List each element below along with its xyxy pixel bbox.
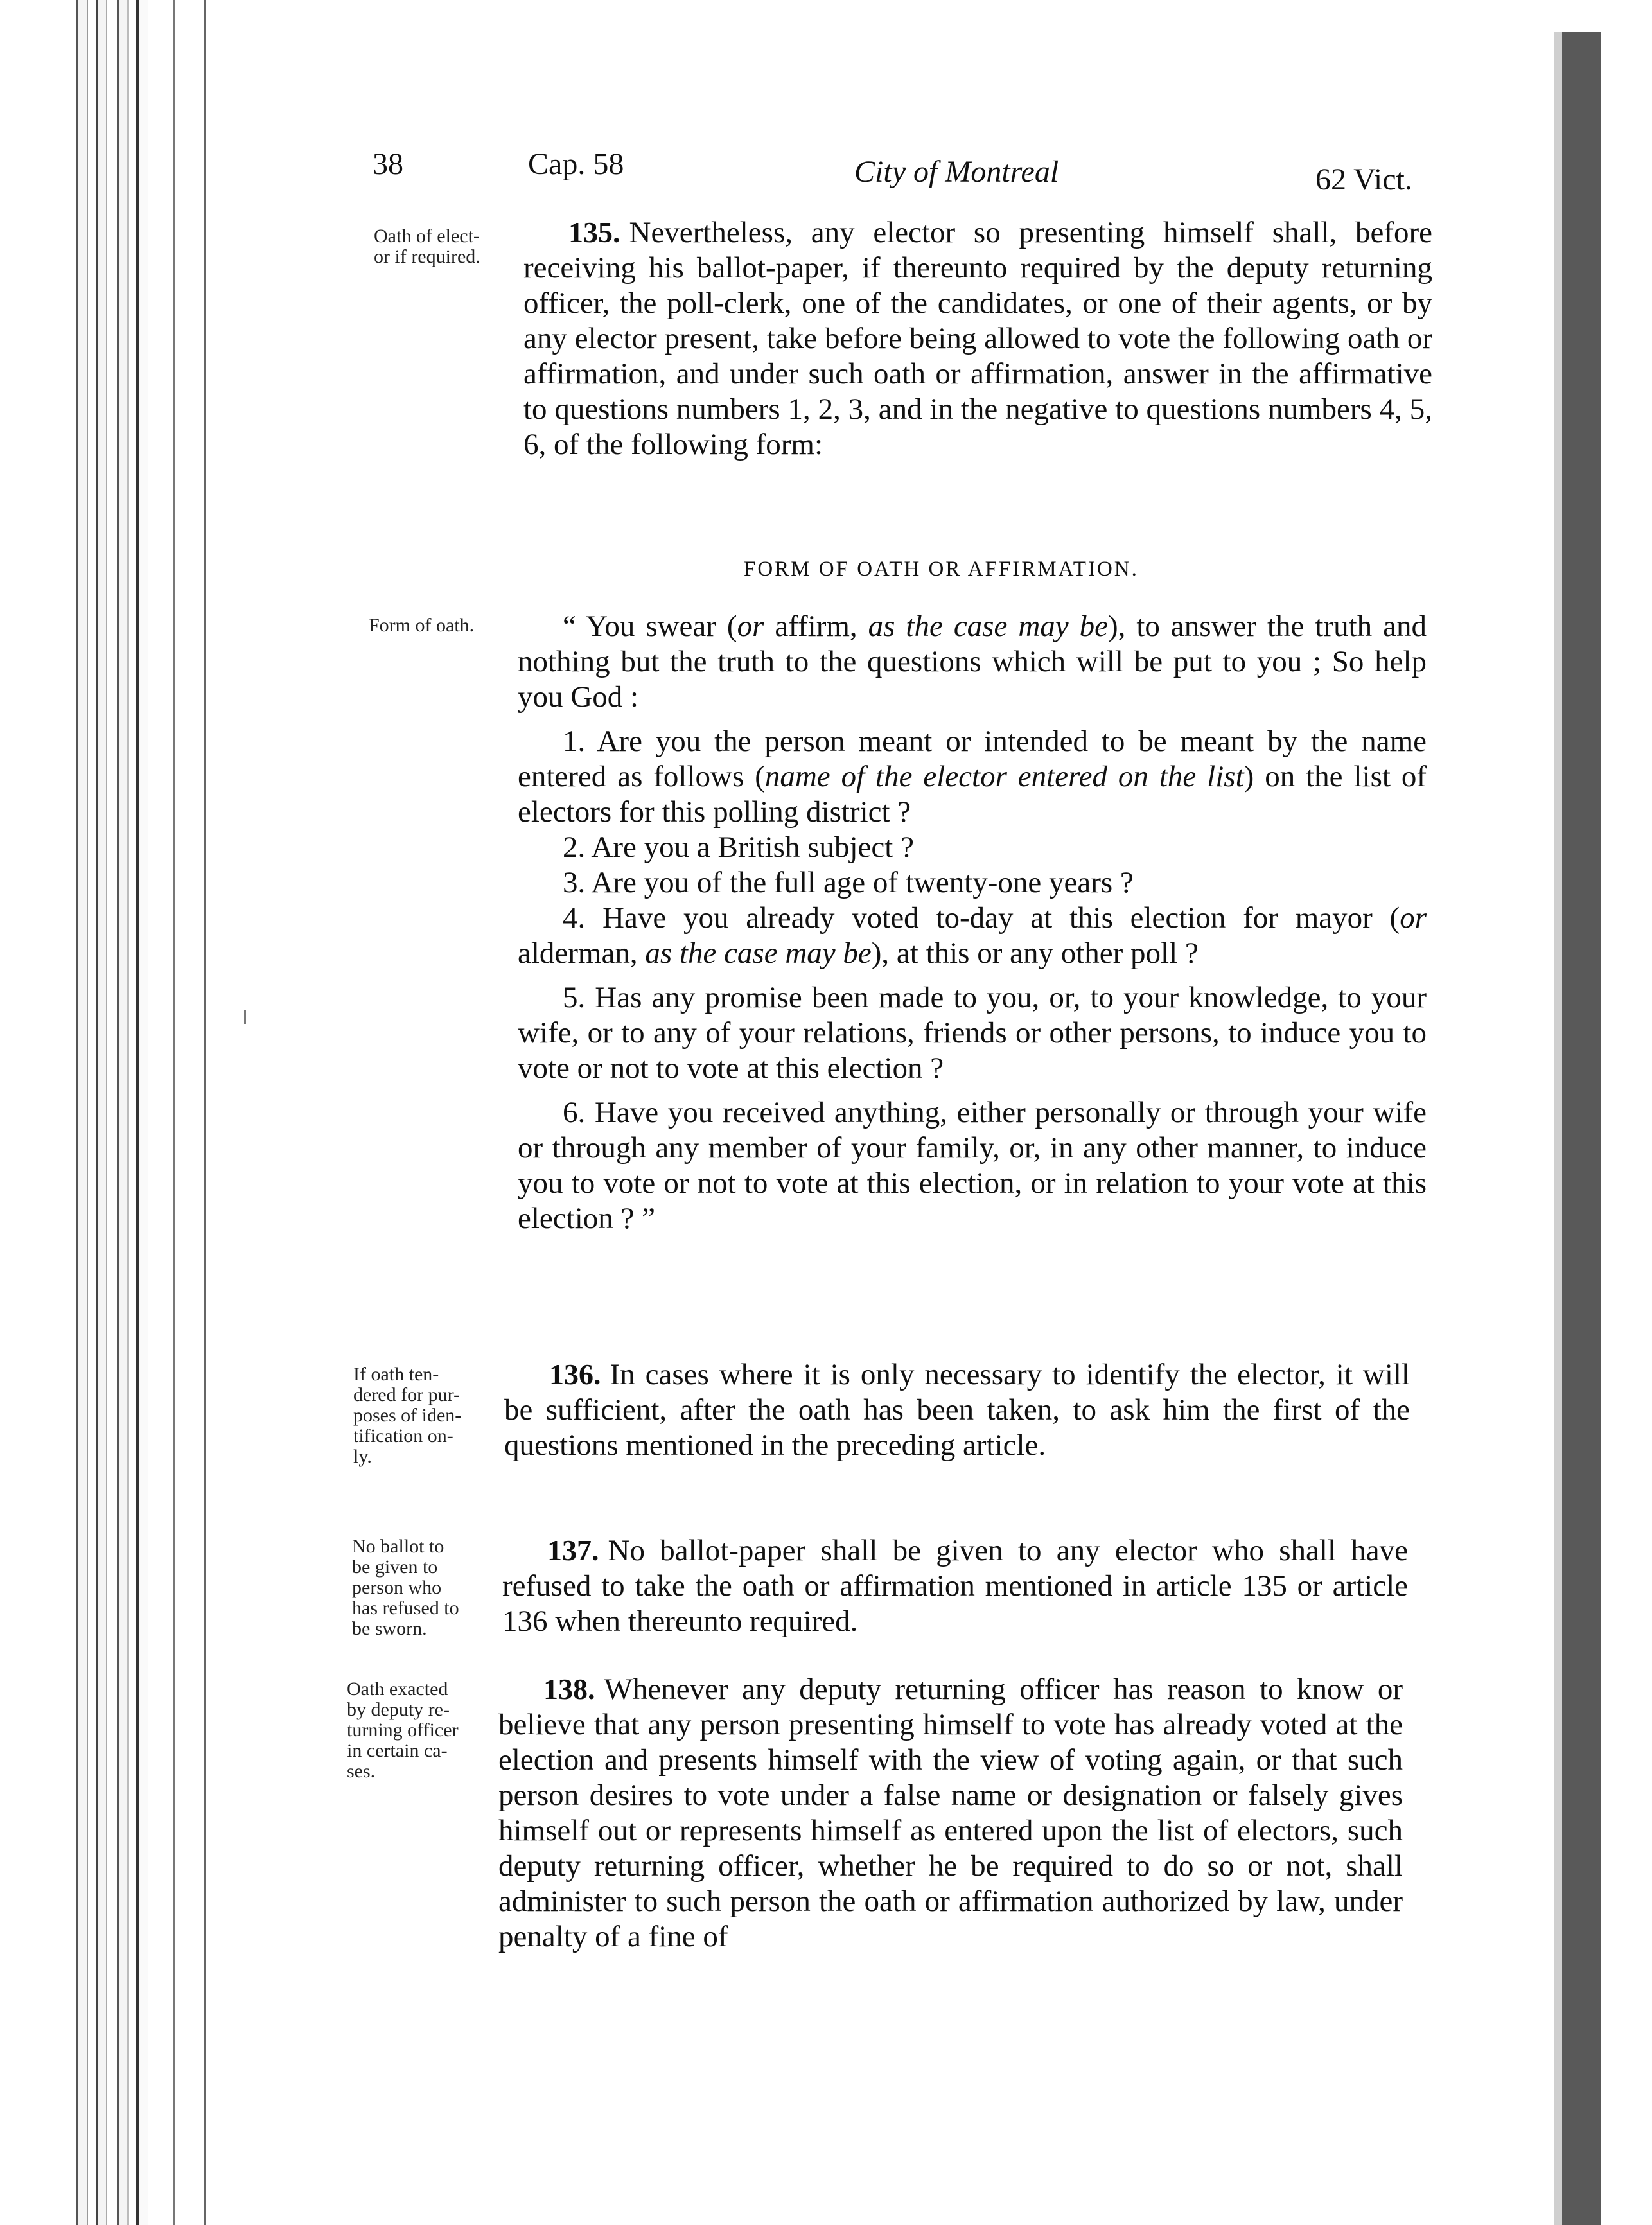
section-number: 135. [568, 216, 620, 249]
margin-note-no-ballot: No ballot to be given to person who has refused to be sworn. [352, 1536, 459, 1639]
text: affirm, [764, 610, 868, 643]
page-edge [96, 0, 107, 2225]
page-edge [136, 0, 148, 2225]
section-137 [502, 1533, 1408, 1639]
question-6: 6. Have you received anything, either personally or through your wife or through any member of your family, or, in any other manner, to induce you to vote or not to vote at this election, or in relation to your vote at this election ? ” [518, 1096, 1427, 1235]
section-136 [504, 1357, 1410, 1463]
chapter-label: Cap. 58 [528, 147, 624, 181]
text: “ You swear ( [563, 610, 737, 643]
facing-page [1601, 0, 1652, 2225]
margin-note-form-of-oath: Form of oath. [369, 615, 475, 636]
page-edge [204, 0, 210, 2225]
scan-mark [244, 1010, 246, 1024]
text-italic: name of the elector entered on the list [764, 760, 1244, 793]
section-number: 137. [547, 1534, 599, 1567]
page-edge [76, 0, 88, 2225]
section-text: Whenever any deputy returning officer has reason to know or believe that any person presenting himself to vote has already voted at the election and presents himself with the view of voting again, or that such person desires to vote under a false name or designation or falsely gives himself out or represents himself as entered upon the list of electors, such deputy returning officer, whether he be required to do so or not, shall administer to such person the oath or affirmation authorized by law, under penalty of a fine of [498, 1673, 1403, 1953]
text-italic: as the case may be [868, 610, 1108, 643]
section-text: In cases where it is only necessary to identify the elector, it will be sufficient, after the oath has been taken, to ask him the first of the questions mentioned in the preceding article. [504, 1358, 1410, 1462]
page-edge [173, 0, 180, 2225]
page-number: 38 [373, 147, 403, 181]
text-italic: or [1400, 901, 1427, 935]
section-text: Nevertheless, any elector so presenting himself shall, before receiving his ballot-paper, if thereunto required by the deputy returning officer, the poll-clerk, one of the candidates, or one of their agents, or by any elector present, take before being allowed to vote the following oath or affirmation, and under such oath or affirmation, answer in the affirmative to questions numbers 1, 2, 3, and in the negative to questions numbers 4, 5, 6, of the following form: [523, 216, 1432, 461]
question-1 [518, 724, 1427, 830]
section-text: No ballot-paper shall be given to any elector who shall have refused to take the oath or affirmation mentioned in article 135 or article 136 when thereunto required. [502, 1534, 1408, 1638]
margin-note-oath-if-required: Oath of elect- or if required. [374, 225, 480, 267]
oath-text [518, 609, 1427, 1236]
regnal-year: 62 Vict. [1315, 163, 1412, 197]
text-italic: or [737, 610, 764, 643]
text: ), at this or any other poll ? [871, 937, 1199, 970]
oath-intro [518, 609, 1427, 715]
question-2: 2. Are you a British subject ? [563, 831, 914, 864]
running-title: City of Montreal [854, 155, 1059, 189]
margin-note-identification: If oath ten- dered for pur- poses of iden- tification on- ly. [353, 1364, 462, 1467]
text-italic: as the case may be [645, 937, 872, 970]
text: 4. Have you already voted to-day at this election for mayor ( [563, 901, 1400, 935]
margin-note-oath-exacted: Oath exacted by deputy re- turning officer in certain ca- ses. [347, 1678, 459, 1782]
page-edge [117, 0, 129, 2225]
text: ) on the list of electors for this polling district ? [518, 760, 1427, 829]
text: ), to answer the truth and nothing but the truth to the questions which will be put to you ; So help you God : [518, 610, 1427, 714]
section-138 [498, 1671, 1403, 1955]
text: alderman, [518, 937, 646, 970]
question-4 [518, 901, 1427, 971]
form-heading: FORM OF OATH OR AFFIRMATION. [744, 558, 1139, 581]
section-number: 136. [549, 1358, 601, 1391]
section-number: 138. [543, 1673, 595, 1705]
text: 1. Are you the person meant or intended to be meant by the name entered as follows ( [518, 725, 1427, 793]
section-135 [523, 215, 1432, 462]
question-3: 3. Are you of the full age of twenty-one years ? [563, 866, 1134, 899]
question-5: 5. Has any promise been made to you, or, to your knowledge, to your wife, or to any of your relations, friends or other persons, to induce you to vote or not to vote at this election ? [518, 981, 1427, 1085]
binding-gutter [1562, 32, 1601, 2225]
